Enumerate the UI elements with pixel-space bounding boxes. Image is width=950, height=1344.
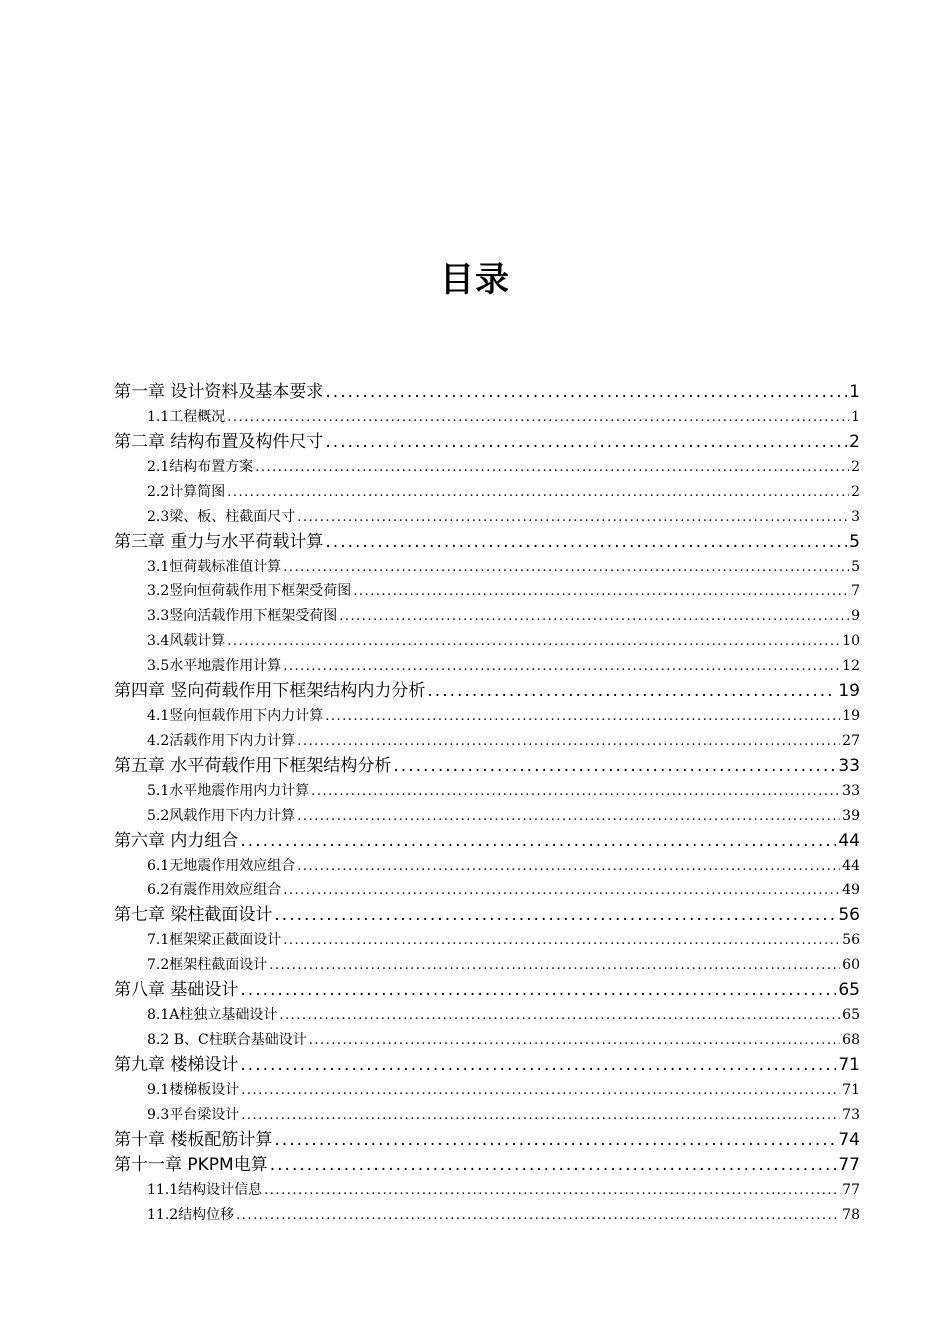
toc-page-number: 5 [849, 531, 860, 552]
toc-entry-title: 3.5水平地震作用计算 [147, 658, 282, 675]
toc-section-entry[interactable] [114, 1003, 860, 1028]
toc-dot-leader [270, 1153, 837, 1178]
toc-chapter-entry[interactable] [114, 903, 860, 928]
toc-section-entry[interactable] [114, 779, 860, 804]
toc-chapter-entry[interactable] [114, 754, 860, 779]
toc-dot-leader [264, 1179, 840, 1203]
toc-page-number: 49 [842, 882, 860, 899]
toc-dot-leader [240, 1053, 836, 1078]
toc-page-number: 44 [842, 857, 860, 874]
toc-dot-leader [297, 855, 840, 879]
toc-page-number: 71 [838, 1054, 860, 1075]
toc-entry-title: 9.3平台梁设计 [147, 1106, 240, 1123]
toc-dot-leader [236, 1204, 840, 1228]
table-of-contents [114, 380, 860, 1227]
toc-dot-leader [274, 1128, 836, 1153]
toc-dot-leader [297, 506, 849, 530]
toc-entry-title: 4.1竖向恒载作用下内力计算 [147, 708, 324, 725]
toc-chapter-entry[interactable] [114, 978, 860, 1003]
toc-page-number: 68 [842, 1032, 860, 1049]
toc-dot-leader [279, 1004, 840, 1028]
toc-page-number: 71 [842, 1081, 860, 1098]
toc-entry-title: 6.2有震作用效应组合 [147, 882, 282, 899]
toc-section-entry[interactable] [114, 1103, 860, 1128]
toc-section-entry[interactable] [114, 604, 860, 629]
toc-entry-title: 11.1结构设计信息 [147, 1181, 263, 1198]
toc-page-number: 44 [838, 830, 860, 851]
toc-page-number: 2 [851, 483, 860, 500]
toc-page-number: 74 [838, 1129, 860, 1150]
toc-entry-title: 第三章 重力与水平荷载计算 [114, 531, 324, 552]
toc-dot-leader [241, 1079, 840, 1103]
toc-entry-title: 3.4风载计算 [147, 633, 226, 650]
toc-section-entry[interactable] [114, 1028, 860, 1053]
toc-entry-title: 2.2计算简图 [147, 483, 226, 500]
toc-page-number: 65 [838, 980, 860, 1001]
toc-entry-title: 7.1框架梁正截面设计 [147, 932, 282, 949]
toc-entry-title: 9.1楼梯板设计 [147, 1081, 240, 1098]
toc-chapter-entry[interactable] [114, 829, 860, 854]
toc-section-entry[interactable] [114, 928, 860, 953]
toc-dot-leader [325, 430, 847, 455]
toc-entry-title: 2.1结构布置方案 [147, 458, 254, 475]
toc-chapter-entry[interactable] [114, 1153, 860, 1178]
toc-section-entry[interactable] [114, 579, 860, 604]
toc-section-entry[interactable] [114, 455, 860, 480]
toc-page-number: 19 [842, 708, 860, 725]
toc-entry-title: 第七章 梁柱截面设计 [114, 905, 273, 926]
toc-entry-title: 11.2结构位移 [147, 1206, 235, 1223]
toc-page-number: 3 [851, 508, 860, 525]
toc-dot-leader [297, 805, 840, 829]
toc-dot-leader [240, 829, 836, 854]
toc-dot-leader [283, 556, 849, 580]
toc-dot-leader [255, 456, 849, 480]
toc-dot-leader [427, 679, 836, 704]
toc-entry-title: 2.3梁、板、柱截面尺寸 [147, 508, 296, 525]
toc-chapter-entry[interactable] [114, 679, 860, 704]
toc-page-number: 9 [851, 608, 860, 625]
toc-section-entry[interactable] [114, 953, 860, 978]
toc-page-number: 56 [838, 905, 860, 926]
toc-entry-title: 第一章 设计资料及基本要求 [114, 382, 324, 402]
toc-section-entry[interactable] [114, 555, 860, 580]
toc-page-number: 19 [838, 681, 860, 702]
toc-page-number: 77 [842, 1181, 860, 1198]
toc-page-number: 1 [849, 382, 860, 402]
toc-dot-leader [227, 630, 840, 654]
toc-entry-title: 第十章 楼板配筋计算 [114, 1129, 273, 1150]
toc-entry-title: 8.2 B、C柱联合基础设计 [147, 1032, 307, 1049]
toc-page-number: 1 [851, 409, 860, 425]
toc-page-number: 2 [851, 458, 860, 475]
toc-page-number: 12 [842, 658, 860, 675]
toc-page-number: 60 [842, 957, 860, 974]
toc-page-number: 73 [842, 1106, 860, 1123]
toc-entry-title: 6.1无地震作用效应组合 [147, 857, 296, 874]
toc-section-entry[interactable] [114, 1078, 860, 1103]
toc-dot-leader [325, 380, 847, 405]
toc-entry-title: 1.1工程概况 [147, 409, 226, 425]
toc-page-number: 2 [849, 431, 860, 452]
toc-dot-leader [227, 481, 849, 505]
toc-entry-title: 3.1恒荷载标准值计算 [147, 558, 282, 575]
toc-entry-title: 第五章 水平荷载作用下框架结构分析 [114, 755, 392, 776]
toc-section-entry[interactable] [114, 654, 860, 679]
toc-entry-title: 8.1A柱独立基础设计 [147, 1007, 278, 1024]
toc-chapter-entry[interactable] [114, 1053, 860, 1078]
toc-dot-leader [339, 605, 849, 629]
toc-page-number: 33 [842, 782, 860, 799]
toc-entry-title: 第二章 结构布置及构件尺寸 [114, 431, 324, 452]
toc-dot-leader [241, 1104, 840, 1128]
toc-section-entry[interactable] [114, 405, 860, 430]
toc-page-number: 7 [851, 583, 860, 600]
toc-entry-title: 3.2竖向恒荷载作用下框架受荷图 [147, 583, 352, 600]
toc-dot-leader [325, 530, 847, 555]
toc-entry-title: 3.3竖向活载作用下框架受荷图 [147, 608, 338, 625]
toc-dot-leader [283, 929, 840, 953]
toc-chapter-entry[interactable] [114, 380, 860, 405]
toc-page-number: 65 [842, 1007, 860, 1024]
toc-page-number: 39 [842, 807, 860, 824]
toc-dot-leader [283, 655, 840, 679]
toc-section-entry[interactable] [114, 629, 860, 654]
toc-section-entry[interactable] [114, 1203, 860, 1228]
toc-section-entry[interactable] [114, 1178, 860, 1203]
toc-section-entry[interactable] [114, 854, 860, 879]
toc-page-number: 10 [842, 633, 860, 650]
toc-entry-title: 5.1水平地震作用内力计算 [147, 782, 310, 799]
toc-entry-title: 第六章 内力组合 [114, 830, 239, 851]
toc-section-entry[interactable] [114, 505, 860, 530]
toc-chapter-entry[interactable] [114, 430, 860, 455]
toc-section-entry[interactable] [114, 804, 860, 829]
toc-section-entry[interactable] [114, 704, 860, 729]
toc-dot-leader [240, 978, 836, 1003]
page-title: 目录 [440, 260, 510, 300]
toc-entry-title: 第四章 竖向荷载作用下框架结构内力分析 [114, 681, 426, 702]
toc-page-number: 56 [842, 932, 860, 949]
toc-dot-leader [297, 730, 840, 754]
toc-entry-title: 4.2活载作用下内力计算 [147, 732, 296, 749]
toc-page-number: 5 [851, 558, 860, 575]
toc-dot-leader [283, 879, 840, 903]
toc-dot-leader [274, 903, 836, 928]
toc-dot-leader [311, 780, 840, 804]
toc-entry-title: 第十一章 PKPM电算 [114, 1154, 268, 1175]
toc-entry-title: 第八章 基础设计 [114, 980, 239, 1001]
toc-dot-leader [393, 754, 836, 779]
toc-entry-title: 7.2框架柱截面设计 [147, 957, 268, 974]
toc-dot-leader [309, 1029, 840, 1053]
toc-entry-title: 第九章 楼梯设计 [114, 1054, 239, 1075]
toc-section-entry[interactable] [114, 729, 860, 754]
toc-page-number: 33 [838, 755, 860, 776]
toc-section-entry[interactable] [114, 480, 860, 505]
toc-page-number: 78 [842, 1206, 860, 1223]
toc-dot-leader [325, 705, 840, 729]
toc-chapter-entry[interactable] [114, 530, 860, 555]
toc-dot-leader [353, 580, 849, 604]
toc-entry-title: 5.2风载作用下内力计算 [147, 807, 296, 824]
toc-section-entry[interactable] [114, 878, 860, 903]
toc-dot-leader [269, 954, 840, 978]
toc-page-number: 27 [842, 732, 860, 749]
toc-dot-leader [227, 406, 849, 430]
toc-page-number: 77 [838, 1154, 860, 1175]
toc-chapter-entry[interactable] [114, 1128, 860, 1153]
